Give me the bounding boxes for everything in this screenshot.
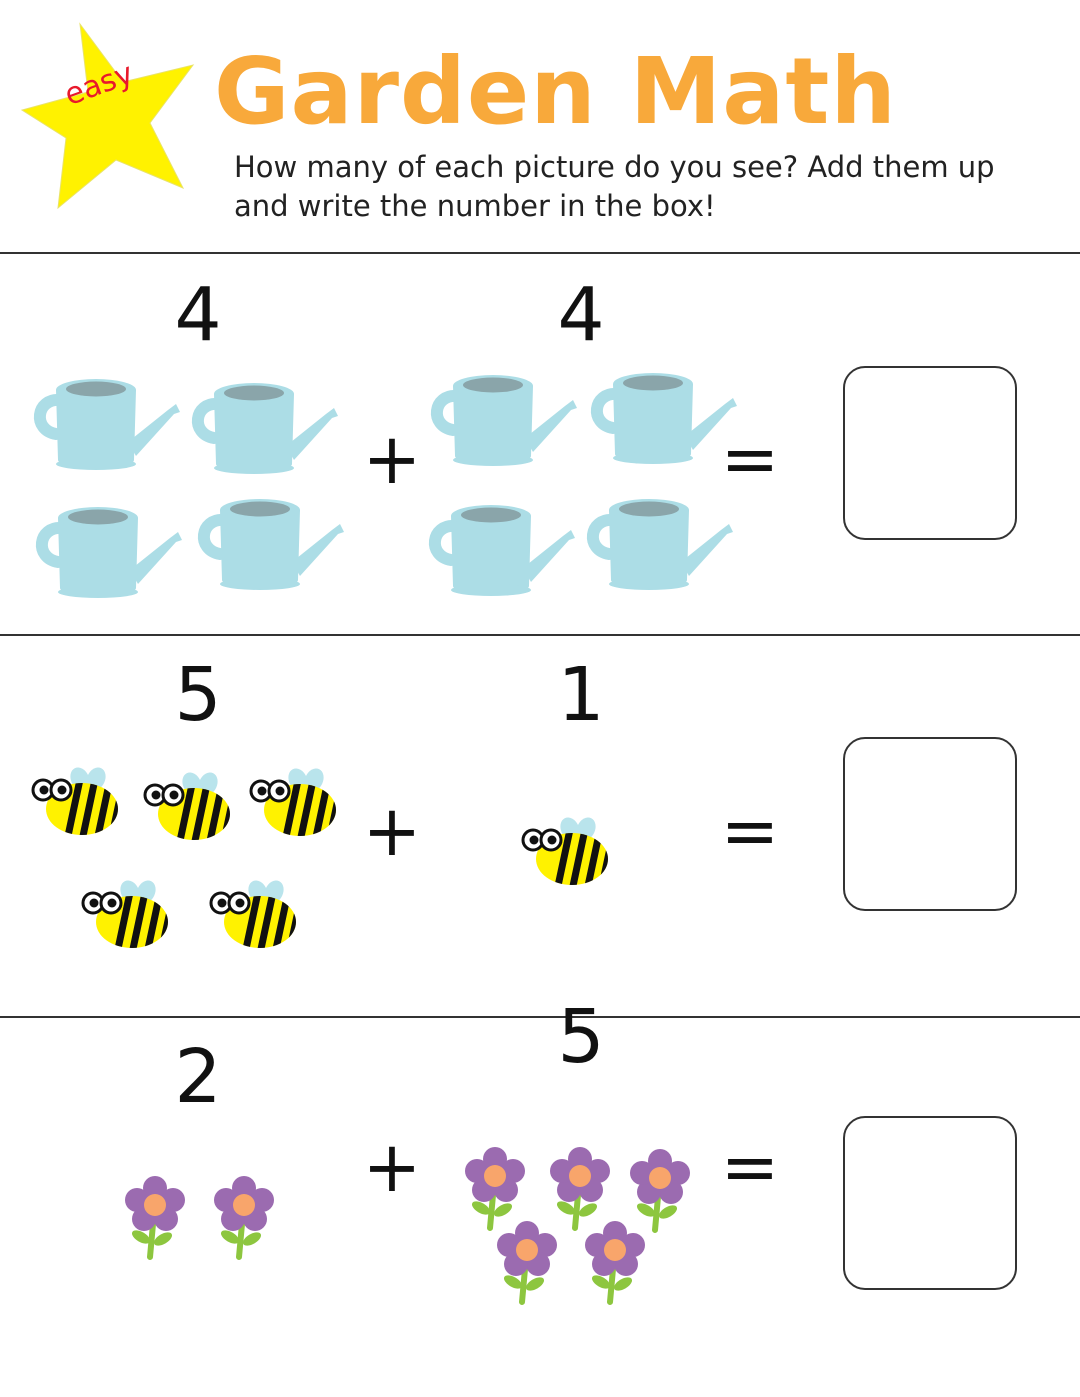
left-count: 2 bbox=[174, 1034, 222, 1120]
equals-sign: = bbox=[720, 790, 780, 872]
left-count: 5 bbox=[174, 652, 222, 738]
plus-sign: + bbox=[362, 1126, 422, 1208]
bee-icon bbox=[520, 815, 612, 890]
divider bbox=[0, 634, 1080, 636]
watering-can-icon bbox=[30, 500, 185, 605]
instructions: How many of each picture do you see? Add them up and write the number in the box! bbox=[234, 150, 995, 223]
difficulty-badge: easy bbox=[60, 56, 138, 113]
left-count: 4 bbox=[174, 272, 222, 358]
watering-can-icon bbox=[585, 366, 740, 471]
answer-box[interactable] bbox=[843, 1116, 1017, 1290]
right-count: 1 bbox=[557, 652, 605, 738]
bee-icon bbox=[142, 770, 234, 845]
watering-can-icon bbox=[28, 372, 183, 477]
bee-icon bbox=[248, 766, 340, 841]
star-badge-icon bbox=[18, 20, 218, 210]
page-title: Garden Math bbox=[214, 38, 897, 145]
plus-sign: + bbox=[362, 418, 422, 500]
flower-icon bbox=[124, 1175, 186, 1260]
flower-icon bbox=[496, 1220, 558, 1305]
flower-icon bbox=[213, 1175, 275, 1260]
answer-box[interactable] bbox=[843, 366, 1017, 540]
bee-icon bbox=[208, 878, 300, 953]
flower-icon bbox=[549, 1146, 611, 1231]
watering-can-icon bbox=[423, 498, 578, 603]
equals-sign: = bbox=[720, 418, 780, 500]
answer-box[interactable] bbox=[843, 737, 1017, 911]
bee-icon bbox=[30, 765, 122, 840]
divider bbox=[0, 252, 1080, 254]
watering-can-icon bbox=[192, 492, 347, 597]
bee-icon bbox=[80, 878, 172, 953]
right-count: 4 bbox=[557, 272, 605, 358]
watering-can-icon bbox=[581, 492, 736, 597]
equals-sign: = bbox=[720, 1126, 780, 1208]
watering-can-icon bbox=[186, 376, 341, 481]
right-count: 5 bbox=[557, 994, 605, 1080]
watering-can-icon bbox=[425, 368, 580, 473]
flower-icon bbox=[584, 1220, 646, 1305]
plus-sign: + bbox=[362, 790, 422, 872]
flower-icon bbox=[464, 1146, 526, 1231]
